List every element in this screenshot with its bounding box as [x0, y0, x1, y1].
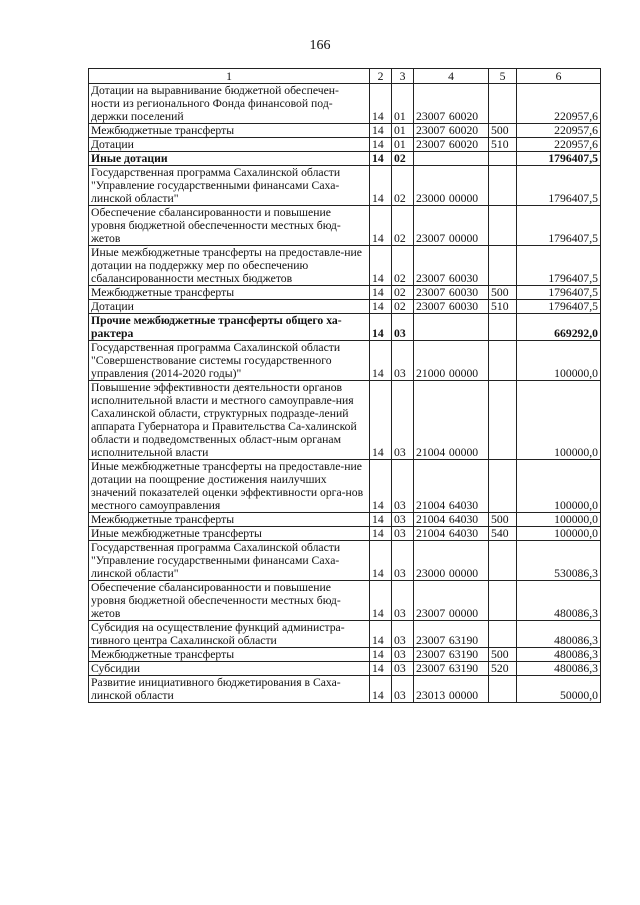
row-target-article-cell [414, 246, 489, 286]
row-expense-type-cell [489, 621, 517, 648]
row-subsection-cell: 02 [392, 300, 414, 314]
table-row [89, 138, 601, 152]
row-subsection-cell: 03 [392, 676, 414, 703]
target-article-part-b: 60020 [448, 110, 479, 123]
column-header: 6 [517, 69, 601, 84]
row-subsection-cell: 01 [392, 138, 414, 152]
target-article-part-a: 21004 [416, 446, 446, 459]
row-expense-type-cell [489, 206, 517, 246]
target-article-part-b: 64030 [448, 513, 479, 526]
target-article-part-a: 23007 [416, 607, 446, 620]
target-article-part-b: 60020 [448, 124, 479, 137]
table-row [89, 541, 601, 581]
row-target-article-cell [414, 138, 489, 152]
row-target-article-cell [414, 206, 489, 246]
target-article-part-b: 60030 [448, 286, 479, 299]
target-article-part-a: 21004 [416, 499, 446, 512]
row-section-cell: 14 [370, 513, 392, 527]
row-target-article-cell [414, 581, 489, 621]
row-amount-cell: 50000,0 [517, 676, 601, 703]
row-target-article-cell [414, 314, 489, 341]
row-expense-type-cell: 500 [489, 286, 517, 300]
row-target-article-cell [414, 648, 489, 662]
target-article-part-b: 00000 [448, 607, 479, 620]
row-expense-type-cell [489, 381, 517, 460]
row-name-cell: Государственная программа Сахалинской области "Совершенствование системы государственного управления (2014-2020 годы)" [89, 341, 370, 381]
target-article-part-a: 23013 [416, 689, 446, 702]
table-row [89, 166, 601, 206]
row-amount-cell: 220957,6 [517, 138, 601, 152]
row-amount-cell: 100000,0 [517, 341, 601, 381]
table-row [89, 676, 601, 703]
row-amount-cell: 1796407,5 [517, 246, 601, 286]
target-article-part-b: 00000 [448, 446, 479, 459]
column-header: 5 [489, 69, 517, 84]
row-name-cell: Межбюджетные трансферты [89, 648, 370, 662]
row-amount-cell: 1796407,5 [517, 152, 601, 166]
row-target-article-cell [414, 527, 489, 541]
row-subsection-cell: 03 [392, 648, 414, 662]
table-row [89, 314, 601, 341]
row-amount-cell: 480086,3 [517, 581, 601, 621]
target-article-part-a: 23007 [416, 286, 446, 299]
target-article-part-a: 21000 [416, 367, 446, 380]
row-target-article-cell [414, 341, 489, 381]
target-article-part-a: 21004 [416, 527, 446, 540]
row-subsection-cell: 01 [392, 124, 414, 138]
row-subsection-cell: 03 [392, 381, 414, 460]
row-target-article-cell [414, 541, 489, 581]
row-section-cell: 14 [370, 138, 392, 152]
row-amount-cell: 100000,0 [517, 513, 601, 527]
row-section-cell: 14 [370, 581, 392, 621]
target-article-part-b: 63190 [448, 634, 479, 647]
target-article-part-b: 60020 [448, 138, 479, 151]
row-expense-type-cell: 500 [489, 513, 517, 527]
row-section-cell: 14 [370, 648, 392, 662]
row-target-article-cell [414, 381, 489, 460]
row-expense-type-cell [489, 460, 517, 513]
row-target-article-cell [414, 300, 489, 314]
row-name-cell: Иные межбюджетные трансферты [89, 527, 370, 541]
row-amount-cell: 669292,0 [517, 314, 601, 341]
target-article-part-b: 60030 [448, 272, 479, 285]
table-header-row [89, 69, 601, 84]
row-amount-cell: 1796407,5 [517, 300, 601, 314]
row-name-cell: Иные межбюджетные трансферты на предоставле-ние дотации на поддержку мер по обеспечению сбалансированности местных бюджетов [89, 246, 370, 286]
column-header: 3 [392, 69, 414, 84]
target-article-part-b: 00000 [448, 689, 479, 702]
row-subsection-cell: 02 [392, 166, 414, 206]
table-row [89, 513, 601, 527]
table-row [89, 206, 601, 246]
row-subsection-cell: 03 [392, 581, 414, 621]
target-article-part-a: 23007 [416, 124, 446, 137]
row-name-cell: Обеспечение сбалансированности и повышение уровня бюджетной обеспеченности местных бюд-жетов [89, 581, 370, 621]
row-section-cell: 14 [370, 300, 392, 314]
table-row [89, 341, 601, 381]
table-row [89, 124, 601, 138]
row-amount-cell: 1796407,5 [517, 166, 601, 206]
target-article-part-a: 23007 [416, 272, 446, 285]
target-article-part-a: 23007 [416, 634, 446, 647]
row-section-cell: 14 [370, 286, 392, 300]
row-subsection-cell: 03 [392, 314, 414, 341]
row-expense-type-cell [489, 152, 517, 166]
table-row [89, 152, 601, 166]
row-name-cell: Дотации [89, 138, 370, 152]
target-article-part-a: 23000 [416, 567, 446, 580]
row-expense-type-cell [489, 84, 517, 124]
row-section-cell: 14 [370, 541, 392, 581]
row-expense-type-cell [489, 166, 517, 206]
table-row [89, 527, 601, 541]
row-expense-type-cell: 540 [489, 527, 517, 541]
row-section-cell: 14 [370, 662, 392, 676]
target-article-part-b: 00000 [448, 567, 479, 580]
column-header: 4 [414, 69, 489, 84]
row-target-article-cell [414, 84, 489, 124]
column-header: 1 [89, 69, 370, 84]
row-expense-type-cell [489, 314, 517, 341]
table-row [89, 581, 601, 621]
row-subsection-cell: 03 [392, 621, 414, 648]
row-target-article-cell [414, 124, 489, 138]
row-subsection-cell: 03 [392, 513, 414, 527]
row-amount-cell: 220957,6 [517, 84, 601, 124]
row-subsection-cell: 03 [392, 460, 414, 513]
row-amount-cell: 480086,3 [517, 648, 601, 662]
row-amount-cell: 220957,6 [517, 124, 601, 138]
row-subsection-cell: 01 [392, 84, 414, 124]
row-section-cell: 14 [370, 676, 392, 703]
row-name-cell: Повышение эффективности деятельности органов исполнительной власти и местного самоуправле-ния Сахалинской области, структурных подразде-лений аппарата Губернатора и Правительства Са-халинской области и подведомственных област-ным органам исполнительной власти [89, 381, 370, 460]
row-subsection-cell: 03 [392, 341, 414, 381]
row-subsection-cell: 03 [392, 662, 414, 676]
row-section-cell: 14 [370, 152, 392, 166]
row-name-cell: Иные дотации [89, 152, 370, 166]
row-section-cell: 14 [370, 527, 392, 541]
row-subsection-cell: 02 [392, 152, 414, 166]
row-name-cell: Прочие межбюджетные трансферты общего ха-рактера [89, 314, 370, 341]
row-section-cell: 14 [370, 206, 392, 246]
row-name-cell: Обеспечение сбалансированности и повышение уровня бюджетной обеспеченности местных бюд-жетов [89, 206, 370, 246]
row-name-cell: Межбюджетные трансферты [89, 124, 370, 138]
row-expense-type-cell [489, 581, 517, 621]
row-expense-type-cell: 500 [489, 648, 517, 662]
target-article-part-b: 63190 [448, 648, 479, 661]
target-article-part-b: 64030 [448, 499, 479, 512]
budget-table [88, 68, 601, 703]
target-article-part-b: 60030 [448, 300, 479, 313]
table-row [89, 381, 601, 460]
target-article-part-b: 64030 [448, 527, 479, 540]
table-row [89, 662, 601, 676]
table-row [89, 460, 601, 513]
column-header: 2 [370, 69, 392, 84]
target-article-part-a: 23007 [416, 662, 446, 675]
row-subsection-cell: 02 [392, 286, 414, 300]
target-article-part-a: 21004 [416, 513, 446, 526]
row-expense-type-cell: 500 [489, 124, 517, 138]
row-section-cell: 14 [370, 460, 392, 513]
target-article-part-a: 23007 [416, 232, 446, 245]
row-section-cell: 14 [370, 621, 392, 648]
target-article-part-a: 23007 [416, 138, 446, 151]
row-name-cell: Межбюджетные трансферты [89, 286, 370, 300]
row-section-cell: 14 [370, 341, 392, 381]
row-amount-cell: 1796407,5 [517, 206, 601, 246]
row-amount-cell: 480086,3 [517, 621, 601, 648]
row-target-article-cell [414, 676, 489, 703]
row-name-cell: Субсидия на осуществление функций администра-тивного центра Сахалинской области [89, 621, 370, 648]
row-expense-type-cell [489, 676, 517, 703]
target-article-part-b: 00000 [448, 192, 479, 205]
row-name-cell: Государственная программа Сахалинской области "Управление государственными финансами Саха-линской области" [89, 166, 370, 206]
row-expense-type-cell [489, 541, 517, 581]
target-article-part-b: 00000 [448, 367, 479, 380]
row-expense-type-cell [489, 341, 517, 381]
row-target-article-cell [414, 621, 489, 648]
table-row [89, 246, 601, 286]
target-article-part-b: 00000 [448, 232, 479, 245]
row-amount-cell: 1796407,5 [517, 286, 601, 300]
row-expense-type-cell: 510 [489, 300, 517, 314]
row-subsection-cell: 03 [392, 541, 414, 581]
row-section-cell: 14 [370, 124, 392, 138]
row-section-cell: 14 [370, 246, 392, 286]
target-article-part-a: 23000 [416, 192, 446, 205]
row-target-article-cell [414, 460, 489, 513]
row-section-cell: 14 [370, 166, 392, 206]
row-name-cell: Дотации [89, 300, 370, 314]
row-expense-type-cell: 520 [489, 662, 517, 676]
row-expense-type-cell [489, 246, 517, 286]
row-amount-cell: 530086,3 [517, 541, 601, 581]
target-article-part-a: 23007 [416, 110, 446, 123]
row-section-cell: 14 [370, 381, 392, 460]
row-expense-type-cell: 510 [489, 138, 517, 152]
row-target-article-cell [414, 662, 489, 676]
table-row [89, 648, 601, 662]
page-number: 166 [309, 38, 331, 53]
table-row [89, 300, 601, 314]
target-article-part-a: 23007 [416, 648, 446, 661]
row-amount-cell: 100000,0 [517, 381, 601, 460]
row-target-article-cell [414, 152, 489, 166]
row-amount-cell: 480086,3 [517, 662, 601, 676]
row-name-cell: Межбюджетные трансферты [89, 513, 370, 527]
row-section-cell: 14 [370, 314, 392, 341]
row-target-article-cell [414, 286, 489, 300]
table-row [89, 84, 601, 124]
target-article-part-b: 63190 [448, 662, 479, 675]
row-name-cell: Государственная программа Сахалинской области "Управление государственными финансами Саха-линской области" [89, 541, 370, 581]
row-section-cell: 14 [370, 84, 392, 124]
row-name-cell: Иные межбюджетные трансферты на предоставле-ние дотации на поощрение достижения наилучших значений показателей оценки эффективности орга-нов местного самоуправления [89, 460, 370, 513]
table-row [89, 621, 601, 648]
row-name-cell: Дотации на выравнивание бюджетной обеспечен-ности из регионального Фонда финансовой под-держки поселений [89, 84, 370, 124]
row-amount-cell: 100000,0 [517, 460, 601, 513]
row-target-article-cell [414, 513, 489, 527]
table-row [89, 286, 601, 300]
row-target-article-cell [414, 166, 489, 206]
row-name-cell: Субсидии [89, 662, 370, 676]
row-subsection-cell: 02 [392, 206, 414, 246]
target-article-part-a: 23007 [416, 300, 446, 313]
row-name-cell: Развитие инициативного бюджетирования в Саха-линской области [89, 676, 370, 703]
row-subsection-cell: 02 [392, 246, 414, 286]
row-amount-cell: 100000,0 [517, 527, 601, 541]
row-subsection-cell: 03 [392, 527, 414, 541]
